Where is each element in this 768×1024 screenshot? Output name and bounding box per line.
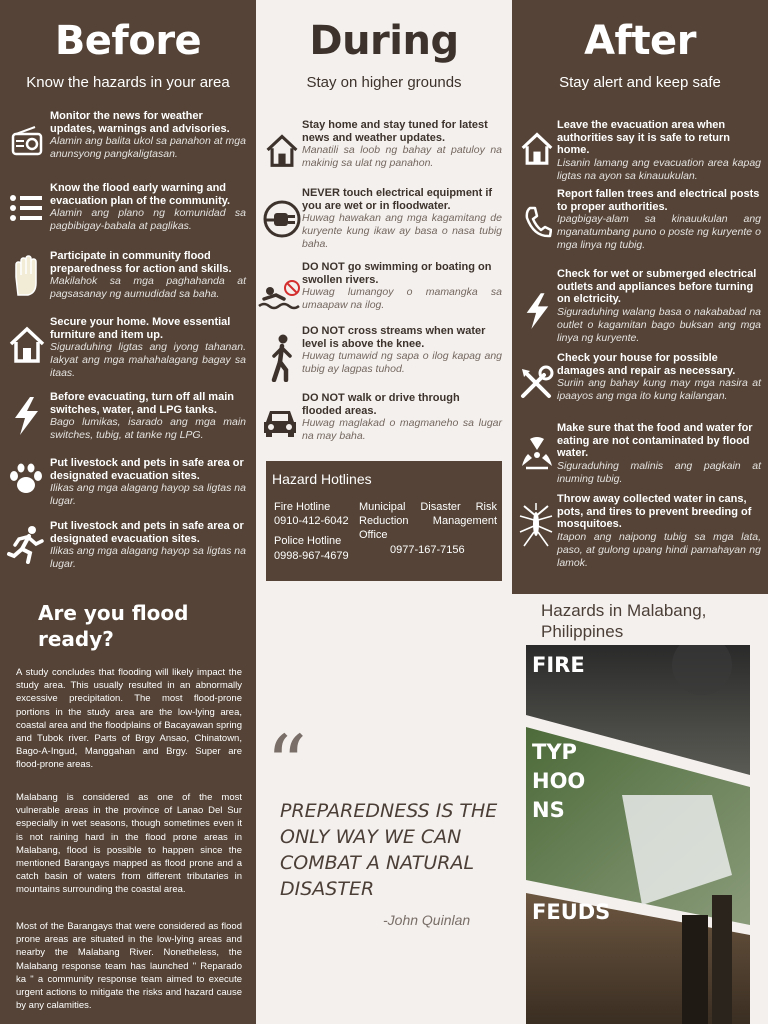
fire-hotline-number: 0910-412-6042	[274, 515, 349, 527]
item-text: Know the flood early warning and evacuation plan of the community.	[50, 182, 231, 207]
before-item-6	[50, 457, 246, 508]
item-translation: Huwag tumawid ng sapa o ilog kapag ang tubig ay lagpas tuhod.	[302, 350, 502, 375]
item-translation: Makilahok sa mga paghahanda at pagsasanay ng aumudidad sa baha.	[50, 275, 246, 300]
item-translation: Manatili sa loob ng bahay at patuloy na makinig sa ulat ng panahon.	[302, 144, 502, 169]
item-translation: Ipagbigay-alam sa kinauukulan ang mganatumbang puno o poste ng kuryente o mga linya ng tubig.	[557, 213, 761, 251]
hotlines-title: Hazard Hotlines	[272, 471, 372, 487]
mdrrmo-number: 0977-167-7156	[390, 544, 465, 556]
quote-author: -John Quinlan	[383, 912, 471, 928]
before-item-5	[50, 391, 246, 442]
after-item-5	[557, 422, 761, 486]
before-item-2	[50, 182, 246, 233]
lightning-icon	[522, 292, 552, 330]
typhoons-label: TYP HOO NS	[532, 740, 586, 822]
flood-ready-paragraph-2: Malabang is considered as one of the most vulnerable areas in the province of Lanao Del Sur especially in wet seasons, though sometimes even it is not raining hard in the flood prone areas in Malabang, flood is possible to happen since the mentioned Barangays mapped as flood prone and a catch basin of waters from different tributaries in mountains surrounding the coastal area.	[16, 792, 242, 896]
car-icon	[262, 406, 298, 438]
before-item-7	[50, 520, 246, 571]
raised-hand-icon	[10, 255, 44, 299]
after-item-1	[557, 119, 761, 183]
hazard-hotlines-box	[266, 461, 502, 581]
during-item-5	[302, 392, 502, 443]
hazards-photo-collage	[512, 645, 768, 1024]
item-translation: Ilikas ang mga alagang hayop sa ligtas na lugar.	[50, 545, 246, 570]
before-item-1	[50, 110, 246, 161]
biohazard-icon	[520, 436, 554, 472]
during-item-3	[302, 261, 502, 312]
item-translation: Itapon ang naipong tubig sa mga lata, paso, at gulong upang hindi pamahayan ng lamok.	[557, 530, 761, 569]
item-text: Secure your home. Move essential furniture and item up.	[50, 316, 231, 341]
tools-icon	[518, 365, 554, 401]
item-translation: Siguraduhing ligtas ang iyong tahanan. Iakyat ang mga mahahalagang bagay sa itaas.	[50, 341, 246, 379]
item-text: Put livestock and pets in safe area or designated evacuation sites.	[50, 520, 244, 545]
during-title: During	[309, 18, 459, 64]
quote-mark: “	[266, 718, 307, 811]
after-item-2	[557, 188, 761, 252]
after-item-4	[557, 352, 761, 403]
item-translation: Lisanin lamang ang evacuation area kapag ligtas na ayon sa kinauukulan.	[557, 156, 761, 182]
item-text: Check for wet or submerged electrical outlets and appliances before turning on elctricity.	[557, 268, 757, 305]
after-title: After	[584, 18, 696, 64]
fire-label: FIRE	[532, 653, 585, 677]
before-subtitle: Know the hazards in your area	[26, 74, 230, 91]
item-translation: Huwag hawakan ang mga kagamitang de kuryente kung ikaw ay basa o nasa tubig baha.	[302, 212, 502, 250]
item-text: Stay home and stay tuned for latest news and weather updates.	[302, 119, 488, 144]
during-item-1	[302, 119, 502, 170]
item-translation: Suriin ang bahay kung may mga nasira at ipaayos ang mga ito kung kailangan.	[557, 377, 761, 402]
item-translation: Siguraduhing walang basa o nakababad na outlet o kagamitan bago buksan ang mga linya ng kuryente.	[557, 305, 761, 344]
no-swimming-icon	[258, 279, 302, 313]
item-text: Monitor the news for weather updates, warnings and advisories.	[50, 110, 230, 135]
after-subtitle: Stay alert and keep safe	[559, 74, 721, 91]
item-translation: Alamin ang balita ukol sa panahon at mga anunsyong pangkaligtasan.	[50, 135, 246, 160]
before-column	[0, 0, 256, 594]
item-text: Before evacuating, turn off all main switches, water, and LPG tanks.	[50, 391, 234, 416]
radio-icon	[10, 124, 44, 158]
item-text: Put livestock and pets in safe area or designated evacuation sites.	[50, 457, 244, 482]
before-title: Before	[54, 18, 202, 64]
plug-icon	[262, 199, 302, 239]
fire-hotline-label: Fire Hotline	[274, 501, 331, 513]
item-translation: Huwag maglakad o magmaneho sa lugar na may baha.	[302, 417, 502, 442]
list-icon	[8, 192, 44, 224]
mosquito-icon	[518, 502, 554, 548]
item-translation: Huwag lumangoy o mamangka sa umaapaw na ilog.	[302, 286, 502, 311]
house-icon	[264, 132, 300, 168]
item-text: DO NOT cross streams when water level is above the knee.	[302, 325, 486, 350]
item-text: Report fallen trees and electrical posts to proper authorities.	[557, 188, 760, 213]
house-icon	[8, 324, 46, 364]
item-text: NEVER touch electrical equipment if you are wet or in floodwater.	[302, 187, 493, 212]
item-text: Throw away collected water in cans, pots, and tires to prevent breeding of mosquitoes.	[557, 493, 752, 530]
flood-ready-paragraph-3: Most of the Barangays that were considered as flood prone areas are situated in the low-lying areas and nearby the Malabang River. Nonetheless, the Malabang response team has launched " Reparado ka " a community response team aimed to execute urgent actions to mitigate the risks and hazard cause by any calamities.	[16, 921, 242, 1012]
item-text: Make sure that the food and water for eating are not contaminated by flood water.	[557, 422, 753, 459]
item-text: DO NOT go swimming or boating on swollen rivers.	[302, 261, 492, 286]
after-column	[512, 0, 768, 594]
during-item-2	[302, 187, 502, 251]
item-translation: Siguraduhing malinis ang pagkain at inuming tubig.	[557, 459, 761, 485]
running-person-icon	[6, 524, 46, 564]
item-translation: Alamin ang plano ng komunidad sa pagbibigay-babala at paglikas.	[50, 207, 246, 232]
item-text: Leave the evacuation area when authorities say it is safe to return home.	[557, 119, 730, 156]
item-text: Participate in community flood preparedness for action and skills.	[50, 250, 232, 275]
hazards-title: Hazards in Malabang, Philippines	[541, 601, 707, 641]
lightning-icon	[10, 396, 42, 436]
flood-ready-panel	[0, 594, 256, 1024]
item-text: Check your house for possible damages and repair as necessary.	[557, 352, 736, 377]
flood-ready-paragraph-1: A study concludes that flooding will likely impact the study area. This usually resulted in an abnormally excessive precipitation. The most flood-prone portions in the study area are the low-lying area, coastal area and the floodplains of Bacayawan spring and Tubok river. Parts of Brgy Ansao, Chinatown, Bago-A-Ingud, Manggahan and Brgy. Super are flood-prone areas.	[16, 667, 242, 771]
walking-person-icon	[268, 334, 296, 382]
during-item-4	[302, 325, 502, 376]
paw-icon	[8, 463, 44, 495]
flood-ready-title: Are you flood ready?	[38, 601, 189, 651]
collage-photos	[512, 645, 768, 1024]
item-text: DO NOT walk or drive through flooded areas.	[302, 392, 460, 417]
house-icon	[520, 130, 554, 166]
after-item-3	[557, 268, 761, 345]
after-item-6	[557, 493, 761, 570]
phone-icon	[524, 206, 552, 238]
before-item-3	[50, 250, 246, 301]
feuds-label: FEUDS	[532, 900, 611, 924]
police-hotline-number: 0998-967-4679	[274, 550, 349, 562]
mdrrmo-label: Municipal Disaster Risk Reduction Management Office	[359, 501, 497, 541]
police-hotline-label: Police Hotline	[274, 535, 342, 547]
during-subtitle: Stay on higher grounds	[306, 74, 462, 91]
item-translation: Ilikas ang mga alagang hayop sa ligtas na lugar.	[50, 482, 246, 507]
before-item-4	[50, 316, 246, 380]
item-translation: Bago lumikas, isarado ang mga main switches, tubig, at tanke ng LPG.	[50, 416, 246, 441]
quote-text: PREPAREDNESS IS THE ONLY WAY WE CAN COMBAT A NATURAL DISASTER	[280, 800, 498, 900]
